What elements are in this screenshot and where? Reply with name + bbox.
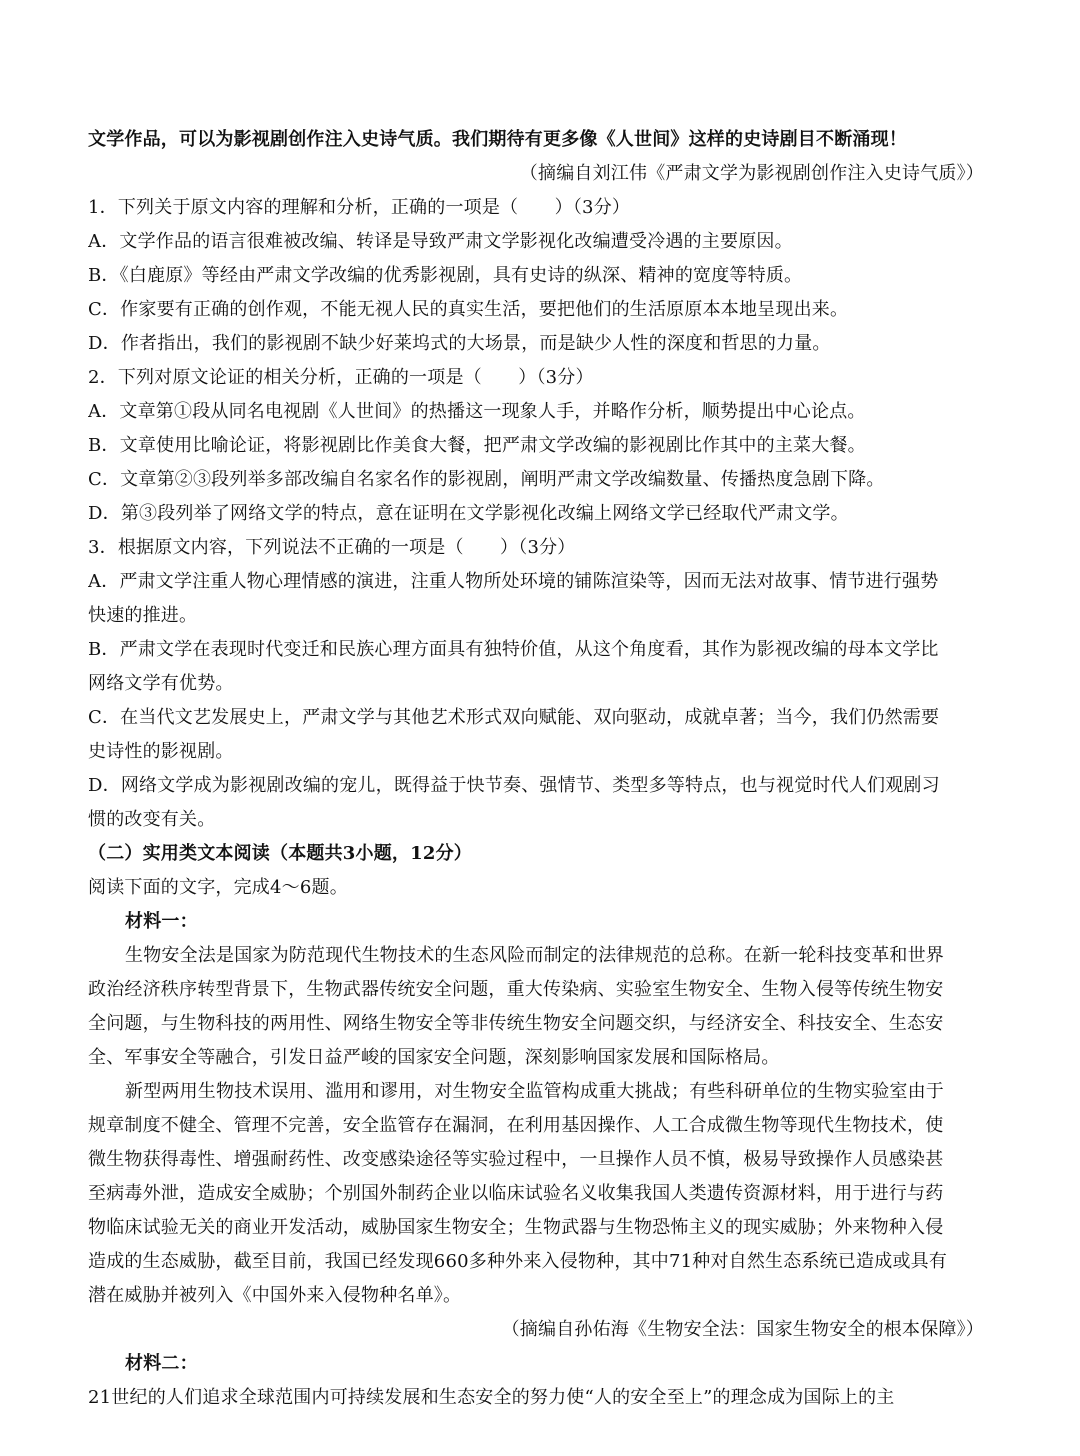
passage-ending: 文学作品，可以为影视剧创作注入史诗气质。我们期待有更多像《人世间》这样的史诗剧目不断涌现！ [88, 129, 907, 150]
q3-option-c: C．在当代文艺发展史上，严肃文学与其他艺术形式双向赋能、双向驱动，成就卓著；当今，我们仍然需要 [88, 707, 940, 728]
q2-option-c: C．文章第②③段列举多部改编自名家名作的影视剧，阐明严肃文学改编数量、传播热度急剧下降。 [88, 469, 885, 490]
material-1-para-2-line: 造成的生态威胁，截至目前，我国已经发现660多种外来入侵物种，其中71种对自然生态系统已造成或具有 [88, 1251, 948, 1272]
q2-option-a: A．文章第①段从同名电视剧《人世间》的热播这一现象人手，并略作分析，顺势提出中心论点。 [88, 401, 866, 422]
q3-option-d: D．网络文学成为影视剧改编的宠儿，既得益于快节奏、强情节、类型多等特点，也与视觉时代人们观剧习 [88, 775, 940, 796]
q3-option-d-cont: 惯的改变有关。 [88, 809, 216, 830]
q3-option-a-cont: 快速的推进。 [88, 605, 198, 626]
material-1-para-1-line: 全问题，与生物科技的两用性、网络生物安全等非传统生物安全问题交织，与经济安全、科技安全、生态安 [88, 1013, 944, 1034]
source-citation-2: （摘编自孙佑海《生物安全法：国家生物安全的根本保障》） [501, 1319, 984, 1340]
material-1-para-1-line: 政治经济秩序转型背景下，生物武器传统安全问题，重大传染病、实验室生物安全、生物入侵等传统生物安 [88, 979, 944, 1000]
question-3-stem: 3．根据原文内容，下列说法不正确的一项是（ ）（3分） [88, 537, 576, 558]
q3-option-a: A．严肃文学注重人物心理情感的演进，注重人物所处环境的铺陈渲染等，因而无法对故事、情节进行强势 [88, 571, 939, 592]
q3-option-c-cont: 史诗性的影视剧。 [88, 741, 234, 762]
material-1-para-1-line: 生物安全法是国家为防范现代生物技术的生态风险而制定的法律规范的总称。在新一轮科技变革和世界 [125, 945, 944, 966]
material-1-para-1-line: 全、军事安全等融合，引发日益严峻的国家安全问题，深刻影响国家发展和国际格局。 [88, 1047, 780, 1068]
q2-option-b: B．文章使用比喻论证，将影视剧比作美食大餐，把严肃文学改编的影视剧比作其中的主菜大餐。 [88, 435, 866, 456]
q1-option-d: D．作者指出，我们的影视剧不缺少好莱坞式的大场景，而是缺少人性的深度和哲思的力量。 [88, 333, 831, 354]
question-1-stem: 1．下列关于原文内容的理解和分析，正确的一项是（ ）（3分） [88, 197, 631, 218]
material-1-label: 材料一： [125, 911, 198, 932]
material-1-para-2-line: 微生物获得毒性、增强耐药性、改变感染途径等实验过程中，一旦操作人员不慎，极易导致操作人员感染甚 [88, 1149, 944, 1170]
material-2-label: 材料二： [125, 1353, 198, 1374]
section-heading: （二）实用类文本阅读（本题共3小题，12分） [88, 843, 472, 864]
material-1-para-2-line: 物临床试验无关的商业开发活动，威胁国家生物安全；生物武器与生物恐怖主义的现实威胁；外来物种入侵 [88, 1217, 944, 1238]
material-1-para-2-line: 至病毒外泄，造成安全威胁；个别国外制药企业以临床试验名义收集我国人类遗传资源材料，用于进行与药 [88, 1183, 944, 1204]
q1-option-b: B．《白鹿原》等经由严肃文学改编的优秀影视剧，具有史诗的纵深、精神的宽度等特质。 [88, 265, 803, 286]
source-citation-1: （摘编自刘江伟《严肃文学为影视剧创作注入史诗气质》） [519, 163, 984, 184]
q3-option-b: B．严肃文学在表现时代变迁和民族心理方面具有独特价值，从这个角度看，其作为影视改编的母本文学比 [88, 639, 939, 660]
question-2-stem: 2．下列对原文论证的相关分析，正确的一项是（ ）（3分） [88, 367, 594, 388]
material-2-para-1-line: 21世纪的人们追求全球范围内可持续发展和生态安全的努力使“人的安全至上”的理念成为国际上的主 [88, 1387, 895, 1408]
material-1-para-2-line: 新型两用生物技术误用、滥用和谬用，对生物安全监管构成重大挑战；有些科研单位的生物实验室由于 [125, 1081, 944, 1102]
material-1-para-2-line: 潜在威胁并被列入《中国外来入侵物种名单》。 [88, 1285, 462, 1306]
q3-option-b-cont: 网络文学有优势。 [88, 673, 234, 694]
q1-option-a: A．文学作品的语言很难被改编、转译是导致严肃文学影视化改编遭受冷遇的主要原因。 [88, 231, 793, 252]
material-1-para-2-line: 规章制度不健全、管理不完善，安全监管存在漏洞，在利用基因操作、人工合成微生物等现代生物技术，使 [88, 1115, 944, 1136]
q1-option-c: C．作家要有正确的创作观，不能无视人民的真实生活，要把他们的生活原原本本地呈现出来。 [88, 299, 849, 320]
section-instruction: 阅读下面的文字，完成4～6题。 [88, 877, 348, 898]
q2-option-d: D．第③段列举了网络文学的特点，意在证明在文学影视化改编上网络文学已经取代严肃文学。 [88, 503, 849, 524]
